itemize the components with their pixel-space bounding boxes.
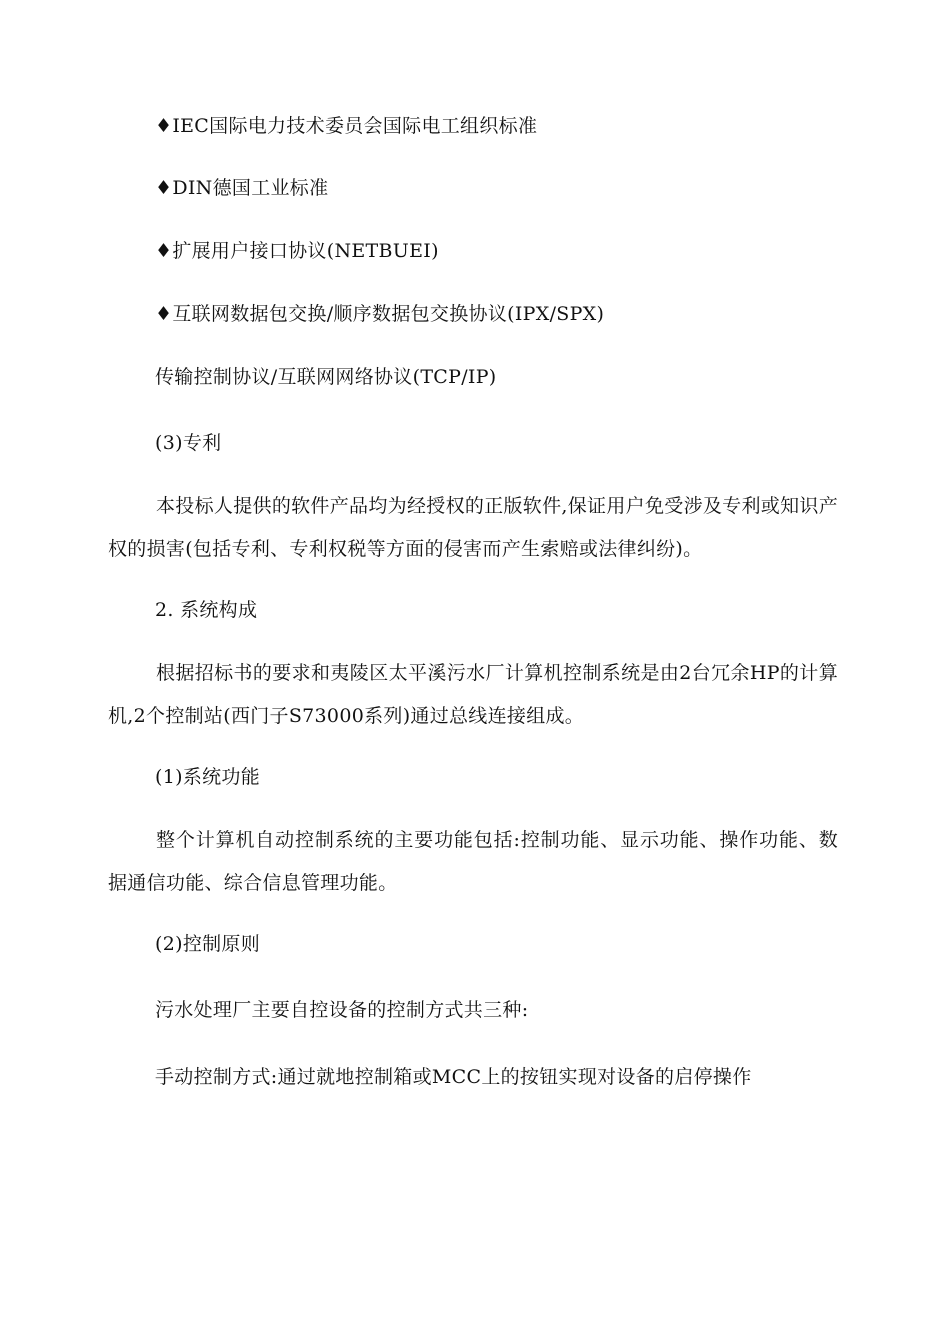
heading-control-principle: (2)控制原则 xyxy=(155,933,261,955)
protocol-netbuei: ♦扩展用户接口协议(NETBUEI) xyxy=(155,240,439,262)
protocol-tcp-ip: 传输控制协议/互联网网络协议(TCP/IP) xyxy=(155,366,497,388)
heading-patent: (3)专利 xyxy=(155,432,222,454)
standard-din: ♦DIN德国工业标准 xyxy=(155,177,329,199)
system-composition-paragraph: 根据招标书的要求和夷陵区太平溪污水厂计算机控制系统是由2台冗余HP的计算机,2个控制站(西门子S73000系列)通过总线连接组成。 xyxy=(108,662,838,727)
patent-paragraph: 本投标人提供的软件产品均为经授权的正版软件,保证用户免受涉及专利或知识产权的损害(包括专利、专利权税等方面的侵害而产生索赔或法律纠纷)。 xyxy=(108,495,838,560)
protocol-ipx-spx: ♦互联网数据包交换/顺序数据包交换协议(IPX/SPX) xyxy=(155,303,605,325)
heading-system-function: (1)系统功能 xyxy=(155,766,261,788)
standard-iec: ♦IEC国际电力技术委员会国际电工组织标准 xyxy=(155,115,538,137)
section-2-heading: 2. 系统构成 xyxy=(155,599,258,621)
control-methods-intro: 污水处理厂主要自控设备的控制方式共三种: xyxy=(155,999,529,1021)
manual-control-method: 手动控制方式:通过就地控制箱或MCC上的按钮实现对设备的启停操作 xyxy=(155,1066,752,1088)
system-function-paragraph: 整个计算机自动控制系统的主要功能包括:控制功能、显示功能、操作功能、数据通信功能、综合信息管理功能。 xyxy=(108,829,838,894)
